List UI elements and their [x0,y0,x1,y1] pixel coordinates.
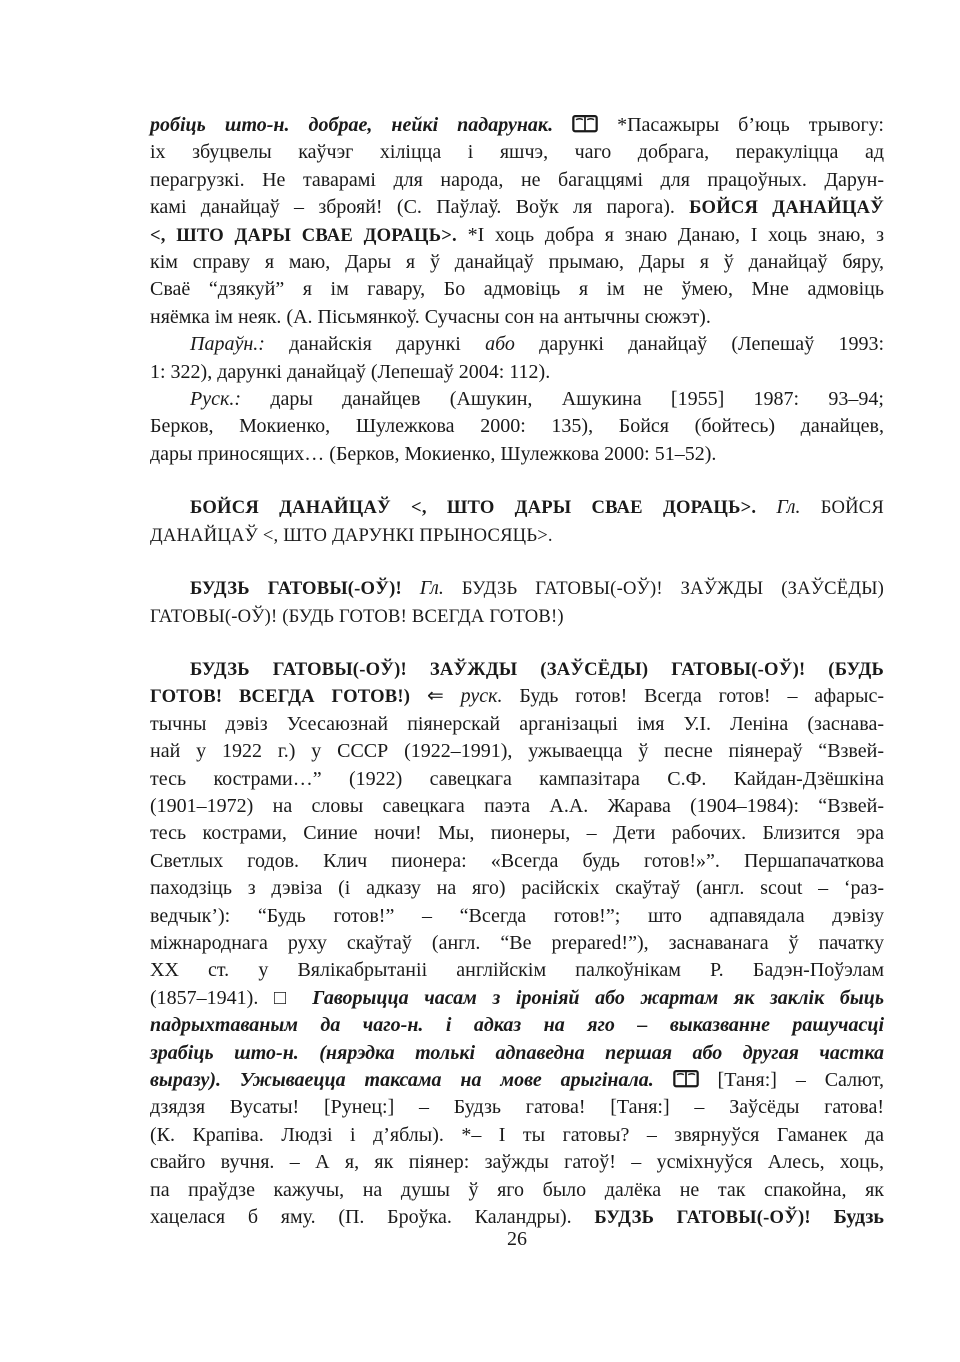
text-line [150,1149,884,1176]
main-entry-budz-gatovy [150,656,884,1232]
open-book-icon [673,1069,699,1088]
text-line [150,1177,884,1204]
text-run: свайго вучня. – А я, як піянер: заўжды гатоў! – усміхнуўся Алесь, хоць, [150,1151,884,1174]
text-line [150,985,884,1012]
text-run: камі данайцаў – зброяй! (С. Паўлаў. Воўк ля парога). [150,196,690,219]
text-line [150,276,884,303]
text-run: дарункі данайцаў (Лепешаў 1993: [514,333,885,356]
text-line [150,1122,884,1149]
text-run: дары данайцев (Ашукин, Ашукина [1955] 1987: 93–94; [241,388,884,411]
text-run: перагрузкі. Не таварамі для народа, не багаццямі для працоўных. Дарун- [150,168,884,191]
text-run: ДАНАЙЦАЎ <, ШТО ДАРУНКІ ПРЫНОСЯЦЬ>. [150,524,553,546]
text-line [150,575,884,602]
text-block [150,112,884,1231]
text-run: іх збуцвелы каўчэг хіліцца і яшчэ, чаго добрага, перакуліцца ад [150,141,884,164]
open-book-icon [572,114,598,133]
text-run: данайскія дарункі [264,333,486,356]
text-run: Гл. [419,577,444,600]
text-run: тесь кострами…” (1922) савецкага кампазітара С.Ф. Кайдан-Дзёшкіна [150,767,884,790]
text-run: (1901–1972) на словы савецкага паэта А.А. Жарава (1904–1984): “Взвей- [150,794,884,817]
cross-reference-entry-budz-gatovy [150,575,884,630]
text-run: дзядзя Вусаты! [Рунец:] – Будзь гатова! [Таня:] – Заўсёды гатова! [150,1096,884,1119]
text-line [150,441,884,468]
text-line [150,820,884,847]
text-line [150,112,884,139]
text-run: паходзіць з дэвіза (і адказу на яго) расійскіх скаўтаў (англ. scout – ‘раз- [150,877,884,900]
text-run: БОЙСЯ ДАНАЙЦАЎ [689,197,884,219]
text-line [150,711,884,738]
cross-reference-entry-bojsya-danajcau [150,494,884,549]
text-run: падрыхтаваным да чаго-н. і адказ на яго – выказванне рашучасці [150,1014,884,1037]
text-line [150,1094,884,1121]
text-line [150,494,884,521]
text-run: ведчык’): “Будь готов!” – “Всегда готов!”; што адпавядала дэвізу [150,904,884,927]
text-run: Будь готов! Всегда готов! – афарыс- [502,685,884,708]
text-run: тычны дэвіз Усесаюзнай піянерскай арганізацыі імя У.І. Леніна (заснава- [150,712,884,735]
text-run: [Таня:] – Салют, [698,1069,885,1091]
text-line [150,359,884,386]
text-line [150,1040,884,1067]
text-line [150,683,884,710]
entry-continuation-text [150,112,884,331]
text-line [150,413,884,440]
text-run: *Пасажыры б’юць трывогу: [598,114,884,136]
text-run: (К. Крапіва. Людзі і д’яблы). *– І ты гатовы? – звярнуўся Гаманек да [150,1123,884,1146]
text-line [150,1067,884,1094]
text-run: Будзь [833,1206,885,1229]
text-run: БУДЗЬ ГАТОВЫ(-ОЎ)! [594,1207,811,1229]
text-line [150,331,884,358]
text-run: робіць што-н. добрае, нейкі падарунак. [150,114,573,136]
text-run: Сваё “дзякуй” я ім гавару, Бо адмовіць я ім не ўмею, Мне адмовіць [150,278,884,301]
text-run: БОЙСЯ ДАНАЙЦАЎ <, ШТО ДАРЫ СВАЕ ДОРАЦЬ>. [190,497,777,519]
text-run [800,496,820,518]
page-number: 26 [507,1228,527,1250]
text-line [150,304,884,331]
text-line [150,957,884,984]
text-run: (1857–1941). □ [150,986,313,1009]
text-run: Светлых годов. Клич пионера: «Всегда будь готов!»”. Першапачаткова [150,849,884,872]
text-line [150,386,884,413]
russian-equivalents-note [150,386,884,468]
text-run: ХХ ст. у Вялікабрытаніі англійскім палкоўнікам Р. Бадэн-Поўэлам [150,959,884,982]
text-line [150,930,884,957]
text-run: Параўн.: [190,333,265,356]
text-line [150,848,884,875]
text-line [150,522,884,549]
text-line [150,603,884,630]
text-run: БУДЗЬ ГАТОВЫ(-ОЎ)! ЗАЎЖДЫ (ЗАЎСЁДЫ) ГАТОВЫ(-ОЎ)! (БУДЬ [190,658,884,680]
comparison-note [150,331,884,386]
text-run: Руск.: [190,388,241,411]
text-run: па праўдзе кажучы, на душы ў яго было далёка не так спакойна, як [150,1178,884,1201]
text-line [150,793,884,820]
text-run: най у 1922 г.) у СССР (1922–1991), ужываецца ў песне піянераў “Взвей- [150,740,884,763]
text-run: тесь кострами, Синие ночи! Мы, пионеры, – Дети рабочих. Близится эра [150,822,884,845]
text-line [150,766,884,793]
text-run: БУДЗЬ ГАТОВЫ(-ОЎ)! [190,578,420,600]
text-run: БОЙСЯ [820,497,885,519]
text-run: Гаворыцца часам з іроніяй або жартам як заклік быць [312,986,884,1009]
text-run: 1: 322), дарункі данайцаў (Лепешаў 2004: 112). [150,360,551,383]
text-run [444,577,462,599]
text-run: зрабіць што-н. (нярэдка толькі адпаведна першая або другая частка [150,1041,884,1064]
text-run [811,1206,834,1228]
text-line [150,1012,884,1039]
text-line [150,738,884,765]
text-line [150,656,884,683]
text-run: Берков, Мокиенко, Шулежкова 2000: 135), Бойся (бойтесь) данайцев, [150,415,884,438]
text-run: міжнароднага руху скаўтаў (англ. “Be prepared!”), заснаванага ў пачатку [150,931,884,954]
text-run: кім справу я маю, Дары я ў данайцаў прымаю, Дары я ў данайцаў бяру, [150,251,884,274]
text-run: ГОТОВ! ВСЕГДА ГОТОВ!) [150,686,411,708]
text-run: або [485,333,515,356]
text-run: БУДЗЬ ГАТОВЫ(-ОЎ)! ЗАЎЖДЫ (ЗАЎСЁДЫ) [461,578,885,600]
text-run: хацелася б яму. (П. Броўка. Каландры). [150,1206,595,1229]
text-run: няёмка ім неяк. (А. Пісьмянкоў. Сучасны сон на антычны сюжэт). [150,305,711,328]
text-run: ⇐ [410,685,461,708]
text-line [150,875,884,902]
text-run: *І хоць добра я знаю Данаю, І хоць знаю, з [456,223,884,246]
text-line [150,139,884,166]
text-run: ГАТОВЫ(-ОЎ)! (БУДЬ ГОТОВ! ВСЕГДА ГОТОВ!) [150,605,564,627]
text-run: Гл. [776,496,801,519]
text-line [150,222,884,249]
text-line [150,249,884,276]
text-run: выразу). Ужываецца таксама на мове арыгінала. [150,1069,673,1091]
text-run: <, ШТО ДАРЫ СВАЕ ДОРАЦЬ>. [150,224,457,246]
text-line [150,194,884,221]
text-line [150,167,884,194]
text-run: руск. [460,685,503,708]
text-run: дары приносящих… (Берков, Мокиенко, Шулежкова 2000: 51–52). [150,442,717,465]
text-line [150,903,884,930]
